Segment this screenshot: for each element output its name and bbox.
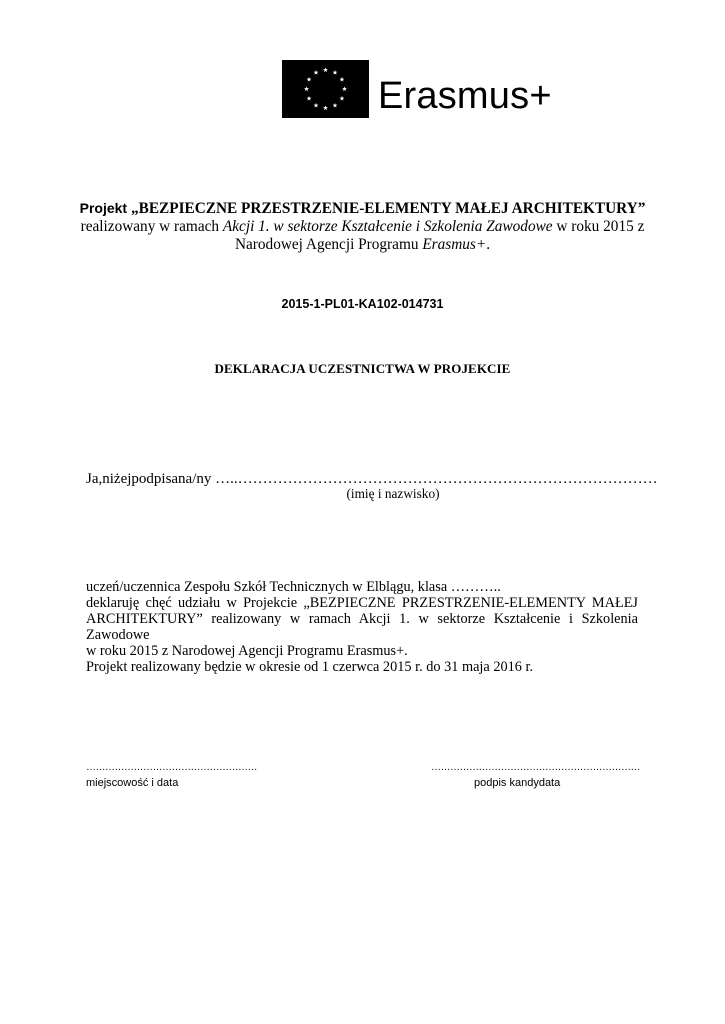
logo-text: Erasmus+ xyxy=(378,75,552,117)
declaration-title: DEKLARACJA UCZESTNICTWA W PROJEKCIE xyxy=(214,361,511,376)
subtitle-italic: Akcji 1. w sektorze Kształcenie i Szkolenia Zawodowe xyxy=(222,218,553,235)
project-name: „BEZPIECZNE PRZESTRZENIE-ELEMENTY MAŁEJ ARCHITEKTURY” xyxy=(130,200,646,217)
project-title-block xyxy=(0,199,725,254)
body-line-period: Projekt realizowany będzie w okresie od 1 czerwca 2015 r. do 31 maja 2016 r. xyxy=(86,659,534,675)
place-date-field[interactable]: ……………………………………………… xyxy=(86,762,257,773)
signature-field[interactable]: ………………………………………………………… xyxy=(431,762,640,773)
subtitle-text: realizowany w ramach xyxy=(80,218,223,235)
declaration-body xyxy=(86,579,638,675)
agency-text-end: . xyxy=(486,236,491,253)
subtitle-text-end: w roku 2015 z xyxy=(552,218,645,235)
project-prefix: Projekt xyxy=(79,200,131,216)
agency-italic: Erasmus+ xyxy=(422,236,487,253)
eu-flag-icon xyxy=(282,60,369,118)
body-line-class: uczeń/uczennica Zespołu Szkół Technicznych w Elblągu, klasa ……….. xyxy=(86,579,501,595)
place-date-label: miejscowość i data xyxy=(86,777,179,789)
body-line-declare: deklaruję chęć udziału w Projekcie „BEZPIECZNE PRZESTRZENIE-ELEMENTY MAŁEJ xyxy=(86,595,638,611)
erasmus-logo xyxy=(282,60,582,120)
name-field[interactable]: Ja,niżejpodpisana/ny …..………………………………………………………………………… xyxy=(86,471,658,487)
project-code: 2015-1-PL01-KA102-014731 xyxy=(281,297,444,311)
signature-label: podpis kandydata xyxy=(474,777,561,789)
project-agency-line xyxy=(0,236,725,254)
agency-text: Narodowej Agencji Programu xyxy=(234,236,423,253)
name-field-hint: (imię i nazwisko) xyxy=(346,486,440,501)
body-line-year: w roku 2015 z Narodowej Agencji Programu Erasmus+. xyxy=(86,643,408,659)
project-title-line xyxy=(0,199,725,218)
body-line-architecture: ARCHITEKTURY” realizowany w ramach Akcji 1. w sektorze Kształcenie i Szkolenia Zawodowe xyxy=(86,611,638,643)
project-subtitle-line xyxy=(0,218,725,236)
